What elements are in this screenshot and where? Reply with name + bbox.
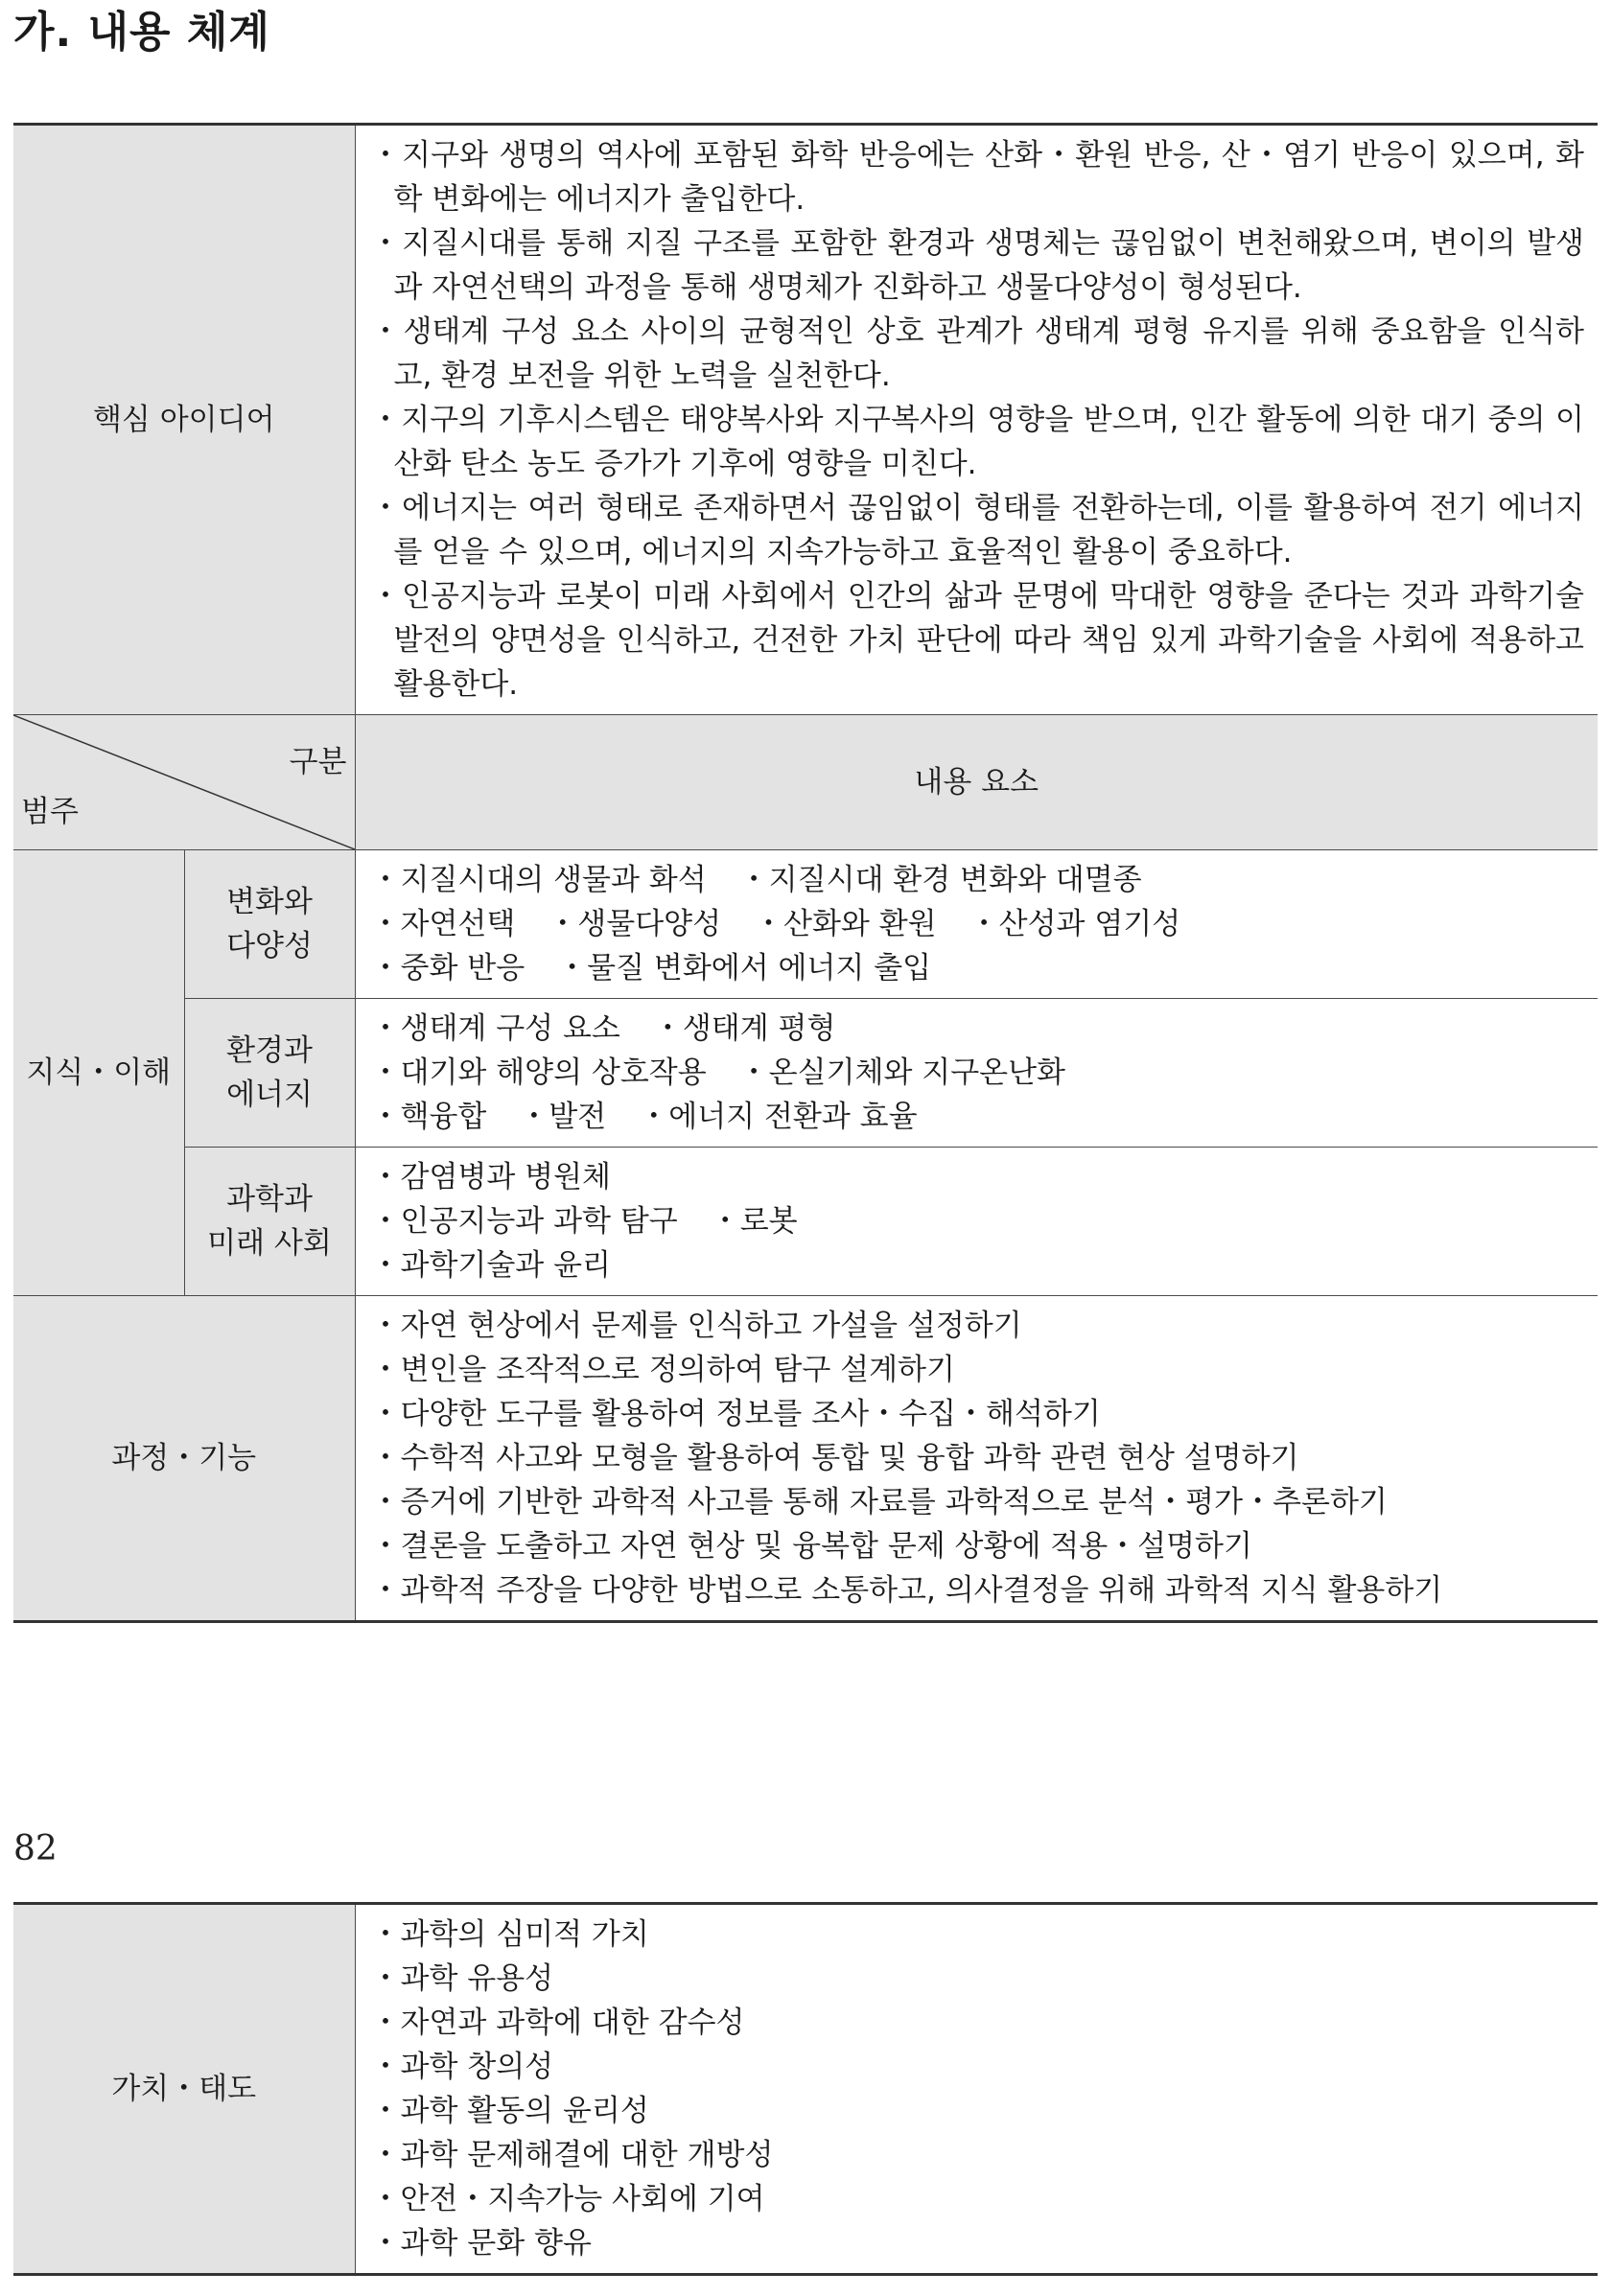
process-skill-item: ・자연 현상에서 문제를 인식하고 가설을 설정하기: [370, 1309, 1022, 1343]
group-content-science-future: [355, 1148, 1598, 1296]
values-attitudes-row: [13, 1904, 1598, 2275]
content-element: ・에너지 전환과 효율: [639, 1100, 918, 1134]
content-element: ・지질시대 환경 변화와 대멸종: [738, 863, 1142, 897]
page-number: 82: [13, 1829, 58, 1868]
core-idea-item: ・지질시대를 통해 지질 구조를 포함한 환경과 생명체는 끊임없이 변천해왔으며, 변이의 발생과 자연선택의 과정을 통해 생명체가 진화하고 생물다양성이 형성된다.: [370, 226, 1584, 305]
group-label-change-diversity: 변화와 다양성: [184, 850, 355, 999]
process-skills-label: 과정・기능: [13, 1296, 355, 1622]
content-elements-header: 내용 요소: [355, 715, 1598, 850]
core-idea-item: ・생태계 구성 요소 사이의 균형적인 상호 관계가 생태계 평형 유지를 위해 중요함을 인식하고, 환경 보전을 위한 노력을 실천한다.: [370, 314, 1584, 393]
values-attitudes-list: [355, 1904, 1598, 2275]
content-element: ・로봇: [710, 1204, 798, 1239]
content-line: [371, 1199, 1585, 1243]
content-element: ・생태계 평형: [652, 1011, 836, 1046]
process-skill-item: ・수학적 사고와 모형을 활용하여 통합 및 융합 과학 관련 현상 설명하기: [370, 1441, 1299, 1475]
group-content-environment-energy: [355, 999, 1598, 1148]
process-skills-list: [355, 1296, 1598, 1622]
content-element: ・감염병과 병원체: [370, 1160, 611, 1194]
process-skill-item: ・변인을 조작적으로 정의하여 탐구 설계하기: [370, 1353, 955, 1387]
content-element: ・물질 변화에서 에너지 출입: [557, 951, 932, 986]
content-element: ・산성과 염기성: [969, 907, 1181, 941]
content-line: [371, 946, 1585, 990]
content-line: [371, 902, 1585, 946]
content-element: ・지질시대의 생물과 화석: [370, 863, 707, 897]
group-content-change-diversity: [355, 850, 1598, 999]
content-element: ・자연선택: [370, 907, 516, 941]
header-row: [13, 715, 1598, 850]
content-element: ・산화와 환원: [754, 907, 937, 941]
section-title: 가. 내용 체계: [13, 8, 270, 57]
content-element: ・발전: [519, 1100, 607, 1134]
knowledge-row-1: [13, 850, 1598, 999]
core-idea-item: ・지구의 기후시스템은 태양복사와 지구복사의 영향을 받으며, 인간 활동에 의한 대기 중의 이산화 탄소 농도 증가가 기후에 영향을 미친다.: [370, 403, 1584, 481]
content-element: ・생물다양성: [548, 907, 722, 941]
content-element: ・핵융합: [370, 1100, 487, 1134]
content-element: ・인공지능과 과학 탐구: [370, 1204, 678, 1239]
value-item: ・자연과 과학에 대한 감수성: [370, 2006, 745, 2040]
knowledge-row-2: [13, 999, 1598, 1148]
value-item: ・과학 문제해결에 대한 개방성: [370, 2138, 774, 2172]
value-item: ・과학 활동의 윤리성: [370, 2094, 649, 2128]
division-label: 구분: [289, 745, 347, 779]
group-label-environment-energy: 환경과 에너지: [184, 999, 355, 1148]
core-idea-item: ・에너지는 여러 형태로 존재하면서 끊임없이 형태를 전환하는데, 이를 활용하여 전기 에너지를 얻을 수 있으며, 에너지의 지속가능하고 효율적인 활용이 중요하다.: [370, 491, 1584, 569]
content-element: ・대기와 해양의 상호작용: [370, 1055, 707, 1090]
core-ideas-row: [13, 125, 1598, 715]
process-skill-item: ・다양한 도구를 활용하여 정보를 조사・수집・해석하기: [370, 1397, 1101, 1431]
knowledge-row-3: [13, 1148, 1598, 1296]
content-system-table: [13, 123, 1598, 1623]
content-element: ・생태계 구성 요소: [370, 1011, 620, 1046]
knowledge-label: 지식・이해: [13, 850, 184, 1296]
group-label-science-future: 과학과 미래 사회: [184, 1148, 355, 1296]
value-item: ・과학 문화 향유: [370, 2226, 592, 2261]
content-line: [371, 858, 1585, 902]
content-line: [371, 1155, 1585, 1199]
process-skills-row: [13, 1296, 1598, 1622]
content-element: ・과학기술과 윤리: [370, 1248, 611, 1283]
core-idea-item: ・지구와 생명의 역사에 포함된 화학 반응에는 산화・환원 반응, 산・염기 반응이 있으며, 화학 변화에는 에너지가 출입한다.: [370, 138, 1584, 217]
core-idea-item: ・인공지능과 로봇이 미래 사회에서 인간의 삶과 문명에 막대한 영향을 준다는 것과 과학기술 발전의 양면성을 인식하고, 건전한 가치 판단에 따라 책임 있게 과학기술을 사회에 적용하고 활용한다.: [370, 579, 1584, 702]
value-item: ・과학 창의성: [370, 2050, 554, 2084]
content-element: ・온실기체와 지구온난화: [738, 1055, 1065, 1090]
value-item: ・안전・지속가능 사회에 기여: [370, 2182, 765, 2216]
value-item: ・과학 유용성: [370, 1961, 554, 1996]
content-element: ・중화 반응: [370, 951, 525, 986]
content-line: [371, 1007, 1585, 1051]
process-skill-item: ・과학적 주장을 다양한 방법으로 소통하고, 의사결정을 위해 과학적 지식 활용하기: [370, 1573, 1443, 1608]
process-skill-item: ・결론을 도출하고 자연 현상 및 융복합 문제 상황에 적용・설명하기: [370, 1529, 1252, 1564]
core-ideas-list: [355, 125, 1598, 715]
core-ideas-label: 핵심 아이디어: [13, 125, 355, 715]
content-line: [371, 1051, 1585, 1095]
category-label: 범주: [21, 795, 79, 829]
content-line: [371, 1243, 1585, 1287]
process-skill-item: ・증거에 기반한 과학적 사고를 통해 자료를 과학적으로 분석・평가・추론하기: [370, 1485, 1388, 1519]
values-attitudes-label: 가치・태도: [13, 1904, 355, 2275]
value-item: ・과학의 심미적 가치: [370, 1917, 649, 1952]
content-line: [371, 1095, 1585, 1139]
diagonal-header-cell: [13, 715, 355, 850]
values-attitudes-table: [13, 1902, 1598, 2276]
